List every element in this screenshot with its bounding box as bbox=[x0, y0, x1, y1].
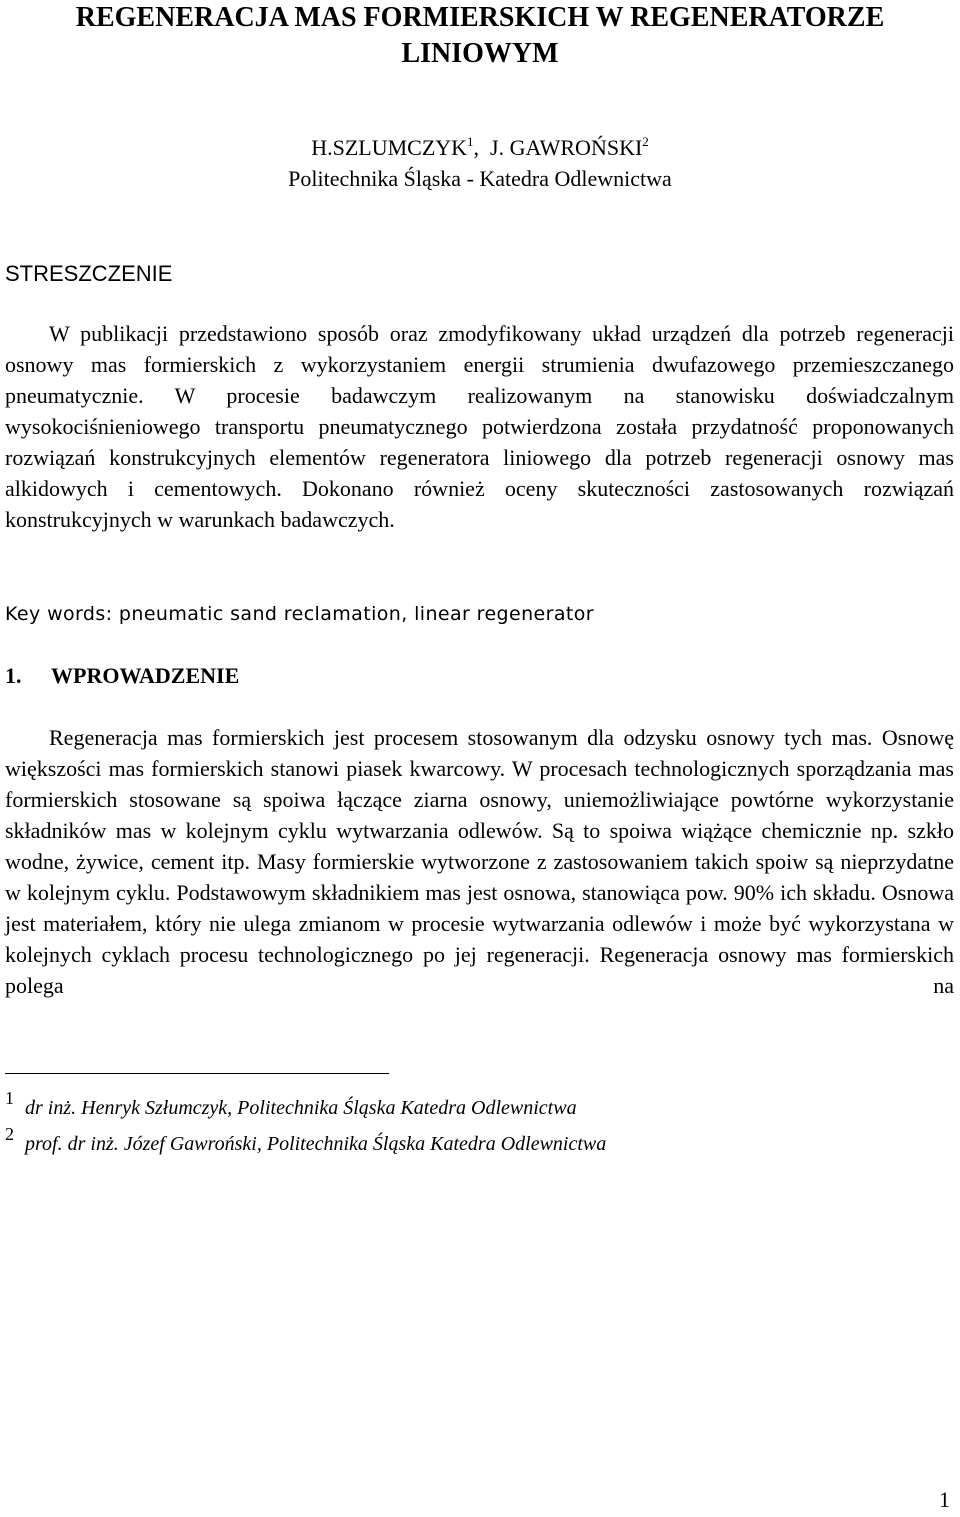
author-1-footnote-mark: 1 bbox=[467, 134, 474, 149]
paper-title-line-2: LINIOWYM bbox=[401, 38, 559, 69]
author-2-footnote-mark: 2 bbox=[642, 134, 649, 149]
section-1-body-text: Regeneracja mas formierskich jest procesem stosowanym dla odzysku osnowy tych mas. Osnowę większości mas formierskich stanowi piasek kwarcowy. W procesach technologicznych sporządzania mas formierskich stosowane są spoiwa łączące ziarna osnowy, uniemożliwiające powtórne wykorzystanie składników mas w kolejnym cyklu wytwarzania odlewów. Są to spoiwa wiążące chemicznie np. szkło wodne, żywice, cement itp. Masy formierskie wytworzone z zastosowaniem takich spoiw są nieprzydatne w kolejnym cyklu. Podstawowym składnikiem mas jest osnowa, stanowiąca pow. 90% ich składu. Osnowa jest materiałem, który nie ulega zmianom w procesie wytwarzania odlewów i może być wykorzystana w kolejnych cyklach procesu technologicznego po jej regeneracji. Regeneracja osnowy mas formierskich polega na bbox=[5, 725, 954, 998]
author-2-name: J. GAWROŃSKI bbox=[490, 135, 643, 160]
footnote-2-mark: 2 bbox=[5, 1124, 14, 1144]
author-names bbox=[0, 132, 960, 163]
section-1-heading bbox=[5, 661, 239, 691]
author-block bbox=[0, 132, 960, 194]
paper-title bbox=[0, 0, 960, 72]
keywords-line: Key words: pneumatic sand reclamation, linear regenerator bbox=[5, 603, 594, 625]
abstract-text: W publikacji przedstawiono sposób oraz zmodyfikowany układ urządzeń dla potrzeb regeneracji osnowy mas formierskich z wykorzystaniem energii strumienia dwufazowego przemieszczanego pneumatycznie. W procesie badawczym realizowanym na stanowisku doświadczalnym wysokociśnieniowego transportu pneumatycznego potwierdzona została przydatność proponowanych rozwiązań konstrukcyjnych elementów regeneratora liniowego dla potrzeb regeneracji osnowy mas alkidowych i cementowych. Dokonano również oceny skuteczności zastosowanych rozwiązań konstrukcyjnych w warunkach badawczych. bbox=[5, 321, 954, 532]
footnote-1-text: dr inż. Henryk Szłumczyk, Politechnika Śląska Katedra Odlewnictwa bbox=[25, 1097, 577, 1119]
page-number: 1 bbox=[939, 1487, 950, 1512]
abstract-heading: STRESZCZENIE bbox=[5, 261, 173, 286]
author-affiliation: Politechnika Śląska - Katedra Odlewnictwa bbox=[288, 166, 672, 191]
author-separator: , bbox=[473, 135, 491, 160]
section-1-title: WPROWADZENIE bbox=[51, 663, 240, 688]
footnote-2-text: prof. dr inż. Józef Gawroński, Politechnika Śląska Katedra Odlewnictwa bbox=[25, 1133, 607, 1155]
footnote-separator-rule bbox=[5, 1073, 389, 1074]
footnote-2 bbox=[5, 1124, 607, 1159]
footnote-1 bbox=[5, 1088, 577, 1123]
author-1-name: H.SZLUMCZYK bbox=[311, 135, 468, 160]
paper-title-line-1: REGENERACJA MAS FORMIERSKICH W REGENERATORZE bbox=[75, 2, 885, 33]
section-1-number: 1. bbox=[5, 663, 22, 688]
footnote-1-mark: 1 bbox=[5, 1088, 14, 1108]
